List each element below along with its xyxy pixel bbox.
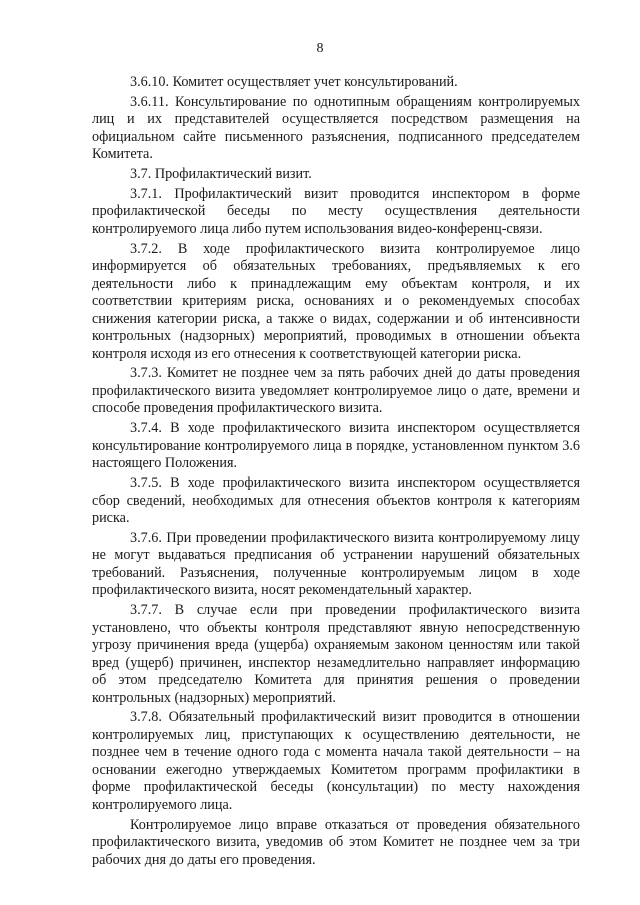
paragraph-3-7-5: 3.7.5. В ходе профилактического визита инспектором осуществляется сбор сведений, необходимых для отнесения объектов контроля к категориям риска. [92, 475, 580, 527]
section-heading-3-7: 3.7. Профилактический визит. [130, 166, 312, 183]
page-number: 8 [316, 41, 324, 56]
paragraph-3-7-6: 3.7.6. При проведении профилактического визита контролируемому лицу не могут выдаваться предписания об устранении нарушений обязательных требований. Разъяснения, полученные контролируемым лицом в ходе профилактического визита, носят рекомендательный характер. [92, 529, 580, 599]
paragraph-3-7-4: 3.7.4. В ходе профилактического визита инспектором осуществляется консультирование контролируемого лица в порядке, установленном пунктом 3.6 настоящего Положения. [92, 420, 580, 472]
paragraph-3-7-3: 3.7.3. Комитет не позднее чем за пять рабочих дней до даты проведения профилактического визита уведомляет контролируемое лицо о дате, времени и способе проведения профилактического визита. [92, 365, 580, 417]
paragraph-refusal: Контролируемое лицо вправе отказаться от проведения обязательного профилактического визита, уведомив об этом Комитет не позднее чем за три рабочих дня до даты его проведения. [92, 816, 580, 868]
paragraph-3-7-2: 3.7.2. В ходе профилактического визита контролируемое лицо информируется об обязательных требованиях, предъявляемых к его деятельности либо к принадлежащим ему объектам контроля, и их соответствии критериям риска, основаниях и о рекомендуемых способах снижения категории риска, а также о видах, содержании и об интенсивности контрольных (надзорных) мероприятий, проводимых в отношении объекта контроля исходя из его отнесения к соответствующей категории риска. [92, 240, 580, 362]
paragraph-3-6-10: 3.6.10. Комитет осуществляет учет консультирований. [130, 74, 458, 90]
paragraph-3-7-7: 3.7.7. В случае если при проведении профилактического визита установлено, что объекты контроля представляют явную непосредственную угрозу причинения вреда (ущерба) охраняемым законом ценностям или такой вред (ущерб) причинен, инспектор незамедлительно направляет информацию об этом председателю Комитета для принятия решения о проведении контрольных (надзорных) мероприятий. [92, 602, 580, 706]
document-body [92, 74, 580, 869]
paragraph-3-6-11: 3.6.11. Консультирование по однотипным обращениям контролируемых лиц и их представителей осуществляется посредством размещения на официальном сайте письменного разъяснения, подписанного председателем Комитета. [92, 93, 580, 163]
paragraph-3-7-1: 3.7.1. Профилактический визит проводится инспектором в форме профилактической беседы по месту осуществления деятельности контролируемого лица либо путем использования видео-конференц-связи. [92, 185, 580, 237]
paragraph-3-7-8: 3.7.8. Обязательный профилактический визит проводится в отношении контролируемых лиц, приступающих к осуществлению деятельности, не позднее чем в течение одного года с момента начала такой деятельности – на основании ежегодно утверждаемых Комитетом программ профилактики в форме профилактической беседы (консультации) по месту нахождения контролируемого лица. [92, 709, 580, 813]
